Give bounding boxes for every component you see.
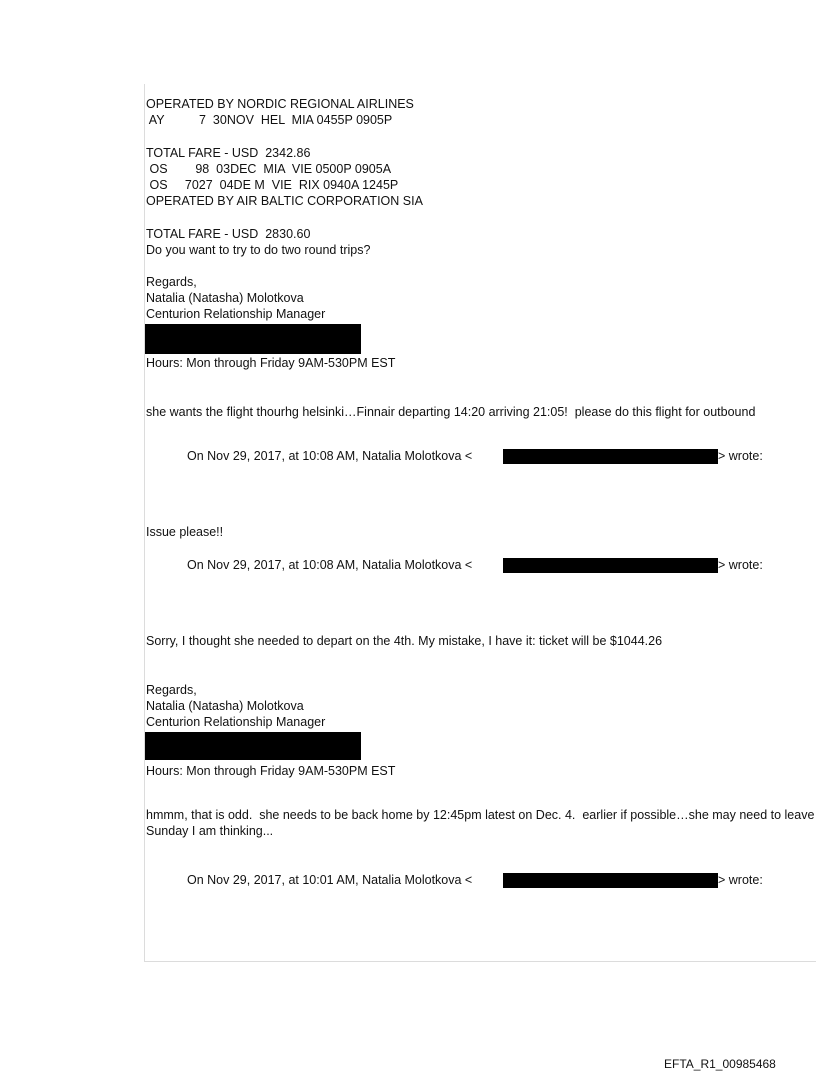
message-sorry: Sorry, I thought she needed to depart on the 4th. My mistake, I have it: ticket will be $1044.26 — [146, 634, 663, 648]
quote-header-3-prefix: On Nov 29, 2017, at 10:01 AM, Natalia Molotkova < — [187, 873, 473, 887]
round-trips-question: Do you want to try to do two round trips? — [146, 243, 371, 257]
message-helsinki: she wants the flight thourhg helsinki…Finnair departing 14:20 arriving 21:05! please do this flight for outbound — [146, 405, 756, 419]
document-id-footer: EFTA_R1_00985468 — [664, 1057, 776, 1071]
redaction-email-1 — [503, 449, 718, 464]
redaction-box-2 — [145, 732, 361, 760]
signature-1-regards: Regards, — [146, 275, 197, 289]
message-hmmm-line-2: Sunday I am thinking... — [146, 824, 274, 838]
signature-2-regards: Regards, — [146, 683, 197, 697]
segment-os-7027-line: OS 7027 04DE M VIE RIX 0940A 1245P — [146, 178, 399, 192]
segment-ay-line: AY 7 30NOV HEL MIA 0455P 0905P — [146, 113, 393, 127]
redaction-email-3 — [503, 873, 718, 888]
signature-1-title: Centurion Relationship Manager — [146, 307, 326, 321]
quote-header-1-prefix: On Nov 29, 2017, at 10:08 AM, Natalia Molotkova < — [187, 449, 473, 463]
message-issue: Issue please!! — [146, 525, 224, 539]
segment-os-98-line: OS 98 03DEC MIA VIE 0500P 0905A — [146, 162, 392, 176]
signature-1-hours: Hours: Mon through Friday 9AM-530PM EST — [146, 356, 396, 370]
quote-header-2-suffix: > wrote: — [718, 558, 763, 572]
operated-by-baltic-line: OPERATED BY AIR BALTIC CORPORATION SIA — [146, 194, 423, 208]
redaction-email-2 — [503, 558, 718, 573]
signature-1-name: Natalia (Natasha) Molotkova — [146, 291, 304, 305]
signature-2-title: Centurion Relationship Manager — [146, 715, 326, 729]
quote-header-2-prefix: On Nov 29, 2017, at 10:08 AM, Natalia Molotkova < — [187, 558, 473, 572]
quote-header-3-suffix: > wrote: — [718, 873, 763, 887]
message-hmmm-line-1: hmmm, that is odd. she needs to be back home by 12:45pm latest on Dec. 4. earlier if possible…she may need to leave — [146, 808, 815, 822]
operated-by-nordic-line: OPERATED BY NORDIC REGIONAL AIRLINES — [146, 97, 414, 111]
quote-header-1-suffix: > wrote: — [718, 449, 763, 463]
total-fare-1-line: TOTAL FARE - USD 2342.86 — [146, 146, 311, 160]
signature-2-name: Natalia (Natasha) Molotkova — [146, 699, 304, 713]
signature-2-hours: Hours: Mon through Friday 9AM-530PM EST — [146, 764, 396, 778]
redaction-box-1 — [145, 324, 361, 354]
total-fare-2-line: TOTAL FARE - USD 2830.60 — [146, 227, 311, 241]
